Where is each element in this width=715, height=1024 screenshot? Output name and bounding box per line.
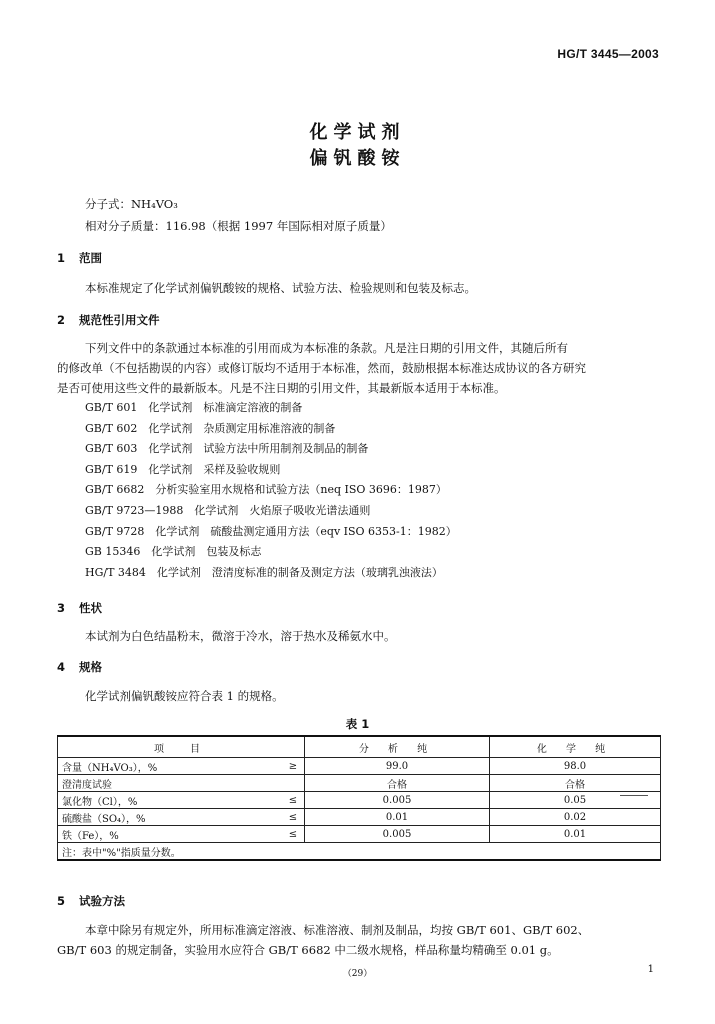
title-line-2: 偏钒酸铵 bbox=[309, 148, 406, 169]
reference-item: GB/T 9723—1988 化学试剂 火焰原子吸收光谱法通则 bbox=[85, 503, 371, 517]
section-title: 性状 bbox=[79, 601, 102, 615]
molecular-formula: 分子式：NH₄VO₃ bbox=[85, 197, 178, 211]
table-note: 注：表中"%"指质量分数。 bbox=[58, 843, 661, 861]
reference-item: GB/T 601 化学试剂 标准滴定溶液的制备 bbox=[85, 401, 303, 414]
footer-center-page: （29） bbox=[342, 969, 373, 979]
row-item: 铁（Fe），% bbox=[58, 826, 283, 843]
table-row bbox=[58, 775, 661, 792]
title-line-1: 化学试剂 bbox=[309, 122, 406, 143]
row-ar-value: 0.005 bbox=[305, 826, 490, 843]
normative-references-list bbox=[85, 398, 457, 583]
reference-item: GB 15346 化学试剂 包装及标志 bbox=[85, 545, 262, 559]
table-row bbox=[58, 758, 661, 775]
section-title: 范围 bbox=[79, 251, 102, 265]
row-cp-value: 合格 bbox=[490, 775, 661, 792]
scan-mark-line bbox=[620, 795, 648, 796]
row-item: 氯化物（Cl），% bbox=[58, 792, 283, 809]
reference-item: GB/T 619 化学试剂 采样及验收规则 bbox=[85, 462, 281, 476]
section-1-heading bbox=[57, 250, 102, 266]
reference-item: GB/T 6682 分析实验室用水规格和试验方法（neq ISO 3696：1987） bbox=[85, 483, 447, 497]
section-title: 试验方法 bbox=[79, 894, 125, 908]
section-4-heading bbox=[57, 659, 102, 675]
section-number: 2 bbox=[57, 313, 66, 327]
section-number: 4 bbox=[57, 660, 66, 674]
header-chemically-pure: 化 学 纯 bbox=[490, 736, 661, 758]
row-ar-value: 99.0 bbox=[305, 758, 490, 775]
table-header-row bbox=[58, 736, 661, 758]
reference-item: GB/T 602 化学试剂 杂质测定用标准溶液的制备 bbox=[85, 421, 336, 435]
row-item: 澄清度试验 bbox=[58, 775, 283, 792]
table-row bbox=[58, 792, 661, 809]
section-title: 规格 bbox=[79, 660, 102, 674]
specification-table bbox=[57, 735, 661, 861]
footer-page-number: 1 bbox=[647, 964, 654, 975]
standard-code: HG/T 3445—2003 bbox=[557, 47, 659, 61]
header-item: 项 目 bbox=[58, 736, 305, 758]
section-2-para-line-1: 下列文件中的条款通过本标准的引用而成为本标准的条款。凡是注日期的引用文件，其随后所有 bbox=[85, 341, 568, 355]
row-ar-value: 0.01 bbox=[305, 809, 490, 826]
table-note-row bbox=[58, 843, 661, 861]
section-2-para-line-2: 的修改单（不包括勘误的内容）或修订版均不适用于本标准，然而，鼓励根据本标准达成协议的各方研究 bbox=[57, 361, 586, 375]
row-cp-value: 0.05 bbox=[490, 792, 661, 809]
section-1-text: 本标准规定了化学试剂偏钒酸铵的规格、试验方法、检验规则和包装及标志。 bbox=[85, 281, 476, 295]
section-number: 3 bbox=[57, 601, 66, 615]
row-symbol: ≥ bbox=[282, 758, 305, 775]
section-2-heading bbox=[57, 312, 160, 328]
section-5-para-line-2: GB/T 603 的规定制备，实验用水应符合 GB/T 6682 中二级水规格，样品称量均精确至 0.01 g。 bbox=[57, 943, 559, 957]
section-number: 5 bbox=[57, 894, 66, 908]
row-symbol: ≤ bbox=[282, 826, 305, 843]
row-item: 含量（NH₄VO₃），% bbox=[58, 758, 283, 775]
row-symbol: ≤ bbox=[282, 809, 305, 826]
section-2-para-line-3: 是否可使用这些文件的最新版本。凡是不注日期的引用文件，其最新版本适用于本标准。 bbox=[57, 381, 506, 395]
row-symbol: ≤ bbox=[282, 792, 305, 809]
row-cp-value: 0.02 bbox=[490, 809, 661, 826]
molar-mass: 相对分子质量：116.98（根据 1997 年国际相对原子质量） bbox=[85, 219, 392, 233]
reference-item: GB/T 603 化学试剂 试验方法中所用制剂及制品的制备 bbox=[85, 442, 369, 456]
row-cp-value: 98.0 bbox=[490, 758, 661, 775]
table-caption: 表 1 bbox=[345, 717, 370, 731]
section-3-heading bbox=[57, 600, 102, 616]
reference-item: HG/T 3484 化学试剂 澄清度标准的制备及测定方法（玻璃乳浊液法） bbox=[85, 565, 443, 579]
section-5-para-line-1: 本章中除另有规定外，所用标准滴定溶液、标准溶液、制剂及制品，均按 GB/T 601、GB/T 602、 bbox=[85, 923, 590, 937]
section-title: 规范性引用文件 bbox=[79, 313, 160, 327]
table-row bbox=[58, 826, 661, 843]
section-number: 1 bbox=[57, 251, 66, 265]
row-cp-value: 0.01 bbox=[490, 826, 661, 843]
row-ar-value: 合格 bbox=[305, 775, 490, 792]
row-ar-value: 0.005 bbox=[305, 792, 490, 809]
section-4-text: 化学试剂偏钒酸铵应符合表 1 的规格。 bbox=[85, 689, 284, 703]
section-5-heading bbox=[57, 893, 125, 909]
reference-item: GB/T 9728 化学试剂 硫酸盐测定通用方法（eqv ISO 6353-1：1982） bbox=[85, 524, 457, 538]
section-3-text: 本试剂为白色结晶粉末，微溶于冷水，溶于热水及稀氨水中。 bbox=[85, 629, 396, 643]
table-row bbox=[58, 809, 661, 826]
header-analytical-reagent: 分 析 纯 bbox=[305, 736, 490, 758]
row-symbol bbox=[282, 775, 305, 792]
row-item: 硫酸盐（SO₄），% bbox=[58, 809, 283, 826]
